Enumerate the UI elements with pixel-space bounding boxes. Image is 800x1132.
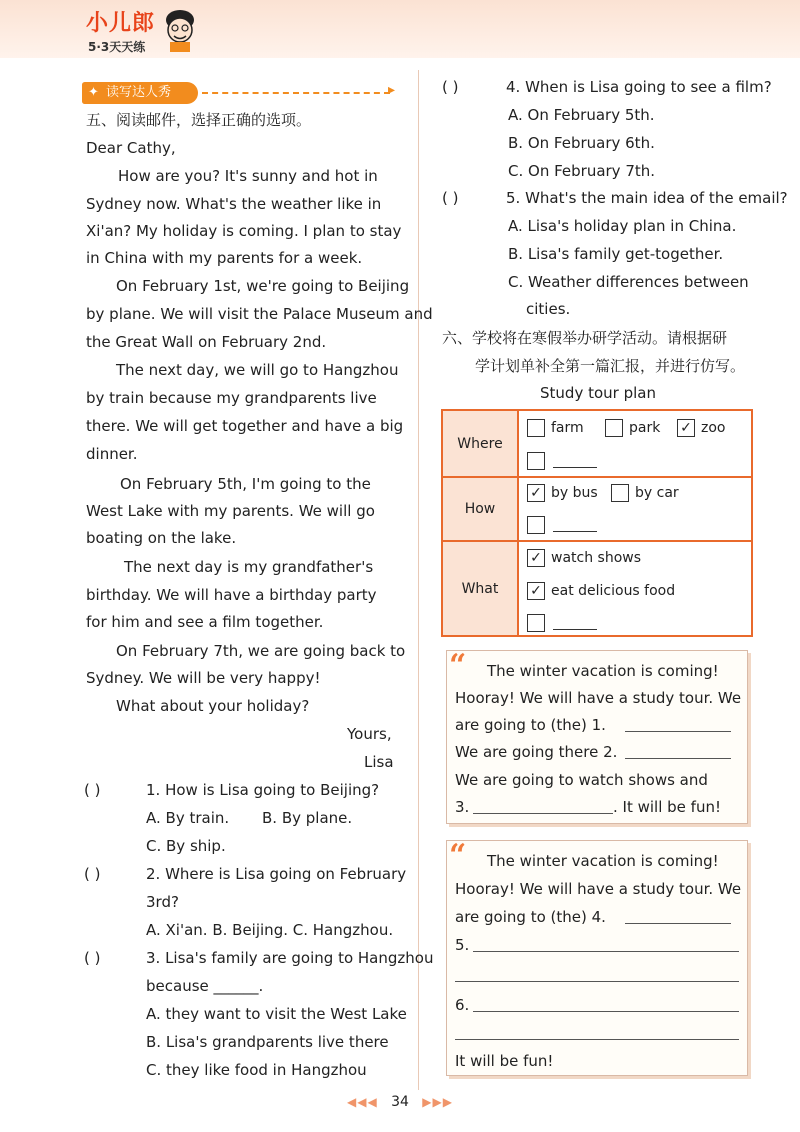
plan-row-how [443, 478, 751, 542]
email-line: by plane. We will visit the Palace Museum and [86, 305, 433, 323]
page-footer [0, 1094, 800, 1110]
email-line: dinner. [86, 445, 138, 463]
arrows-right-icon: ▶▶▶ [422, 1095, 453, 1109]
option-label: park [629, 420, 661, 436]
email-line: On February 7th, we are going back to [116, 642, 406, 660]
checkbox-checked[interactable]: ✓ [527, 484, 545, 502]
checkbox[interactable] [527, 419, 545, 437]
email-closing: Yours, [347, 725, 392, 743]
part6-title-cont: 学计划单补全第一篇汇报，并进行仿写。 [475, 357, 746, 375]
email-line: by train because my grandparents live [86, 389, 377, 407]
arrows-left-icon: ◀◀◀ [347, 1095, 378, 1109]
checkbox[interactable] [527, 516, 545, 534]
email-greeting: Dear Cathy, [86, 139, 176, 157]
mascot-icon [160, 8, 200, 52]
option-a: A. By train. [146, 809, 230, 827]
report-line: 5. [455, 936, 470, 954]
email-line: The next day, we will go to Hangzhou [116, 361, 399, 379]
section-divider [202, 92, 390, 94]
checkbox[interactable] [527, 614, 545, 632]
checkbox[interactable] [611, 484, 629, 502]
answer-line-6b[interactable] [455, 1039, 739, 1040]
option-a: A. Lisa's holiday plan in China. [508, 217, 737, 235]
report-line: are going to (the) 1. [455, 716, 606, 734]
checkbox-checked[interactable]: ✓ [677, 419, 695, 437]
report-line: are going to (the) 4. [455, 908, 606, 926]
email-line: the Great Wall on February 2nd. [86, 333, 327, 351]
option-c: C. By ship. [146, 837, 226, 855]
row-label: How [443, 478, 519, 540]
star-icon: ✦ [88, 85, 99, 100]
email-line: West Lake with my parents. We will go [86, 502, 375, 520]
option-label: by car [635, 485, 679, 501]
report-line: . It will be fun! [613, 798, 721, 816]
report-card-2 [446, 840, 748, 1076]
row-label: What [443, 542, 519, 635]
email-line: boating on the lake. [86, 529, 237, 547]
option-b: B. Lisa's family get-together. [508, 245, 724, 263]
email-line: How are you? It's sunny and hot in [118, 167, 378, 185]
email-line: Sydney now. What's the weather like in [86, 195, 382, 213]
part5-title: 五、阅读邮件，选择正确的选项。 [86, 111, 312, 129]
report-line: Hooray! We will have a study tour. We [455, 689, 742, 707]
email-line: for him and see a film together. [86, 613, 324, 631]
option-a: A. On February 5th. [508, 106, 655, 124]
email-signature: Lisa [364, 753, 394, 771]
answer-line-1[interactable] [625, 731, 731, 732]
option-label: watch shows [551, 550, 642, 566]
study-tour-plan-table [441, 409, 753, 637]
section-tag-label: 读写达人秀 [106, 85, 172, 100]
checkbox-checked[interactable]: ✓ [527, 582, 545, 600]
section-tag [82, 82, 198, 104]
option-label: by bus [551, 485, 598, 501]
email-line: On February 5th, I'm going to the [120, 475, 371, 493]
report-line: We are going to watch shows and [455, 771, 708, 789]
question-stem: 2. Where is Lisa going on February [146, 865, 407, 883]
report-card-1 [446, 650, 748, 824]
report-line: 3. [455, 798, 470, 816]
email-line: in China with my parents for a week. [86, 249, 363, 267]
option-label: zoo [701, 420, 726, 436]
quote-icon: “ [449, 648, 467, 683]
email-line: there. We will get together and have a big [86, 417, 404, 435]
email-line: Sydney. We will be very happy! [86, 669, 321, 687]
report-line: The winter vacation is coming! [487, 662, 719, 680]
answer-blank[interactable]: ( ) [84, 865, 101, 883]
answer-line-4[interactable] [625, 923, 731, 924]
answer-line-2[interactable] [625, 758, 731, 759]
option-b: B. On February 6th. [508, 134, 655, 152]
answer-line-5b[interactable] [455, 981, 739, 982]
email-line: Xi'an? My holiday is coming. I plan to stay [86, 222, 402, 240]
report-line: We are going there 2. [455, 743, 618, 761]
checkbox[interactable] [605, 419, 623, 437]
answer-blank[interactable]: ( ) [84, 949, 101, 967]
email-line: What about your holiday? [116, 697, 310, 715]
answer-blank[interactable]: ( ) [442, 189, 459, 207]
report-line: 6. [455, 996, 470, 1014]
report-line: It will be fun! [455, 1052, 554, 1070]
blank-line[interactable] [553, 629, 597, 630]
option-a: A. they want to visit the West Lake [146, 1005, 407, 1023]
question-stem-cont: 3rd? [146, 893, 179, 911]
plan-title: Study tour plan [540, 384, 656, 402]
answer-line-3[interactable] [473, 813, 613, 814]
report-line: The winter vacation is coming! [487, 852, 719, 870]
checkbox[interactable] [527, 452, 545, 470]
option-c: C. they like food in Hangzhou [146, 1061, 367, 1079]
options: A. Xi'an. B. Beijing. C. Hangzhou. [146, 921, 394, 939]
plan-row-where [443, 411, 751, 478]
question-stem: 3. Lisa's family are going to Hangzhou [146, 949, 434, 967]
option-b: B. By plane. [262, 809, 353, 827]
blank-line[interactable] [553, 531, 597, 532]
plan-row-what [443, 542, 751, 635]
question-stem: 1. How is Lisa going to Beijing? [146, 781, 380, 799]
option-c: C. Weather differences between [508, 273, 749, 291]
arrow-right-icon: ▸ [388, 82, 396, 98]
option-c-cont: cities. [526, 300, 571, 318]
page-number: 34 [391, 1094, 409, 1110]
answer-line-5[interactable] [473, 951, 739, 952]
answer-line-6[interactable] [473, 1011, 739, 1012]
answer-blank[interactable]: ( ) [442, 78, 459, 96]
option-label: farm [551, 420, 584, 436]
question-stem-cont: because ______. [146, 977, 264, 995]
question-stem: 5. What's the main idea of the email? [506, 189, 788, 207]
question-stem: 4. When is Lisa going to see a film? [506, 78, 772, 96]
blank-line[interactable] [553, 467, 597, 468]
option-b: B. Lisa's grandparents live there [146, 1033, 389, 1051]
brand-subtitle: 5·3天天练 [88, 40, 146, 54]
brand-logo: 小儿郎 [86, 11, 156, 36]
report-line: Hooray! We will have a study tour. We [455, 880, 742, 898]
part6-title: 六、学校将在寒假举办研学活动。请根据研 [442, 329, 728, 347]
quote-icon: “ [449, 838, 467, 873]
email-line: The next day is my grandfather's [124, 558, 374, 576]
column-divider [418, 70, 419, 1090]
row-label: Where [443, 411, 519, 476]
answer-blank[interactable]: ( ) [84, 781, 101, 799]
checkbox-checked[interactable]: ✓ [527, 549, 545, 567]
email-line: birthday. We will have a birthday party [86, 586, 377, 604]
option-c: C. On February 7th. [508, 162, 656, 180]
option-label: eat delicious food [551, 583, 676, 599]
email-line: On February 1st, we're going to Beijing [116, 277, 410, 295]
